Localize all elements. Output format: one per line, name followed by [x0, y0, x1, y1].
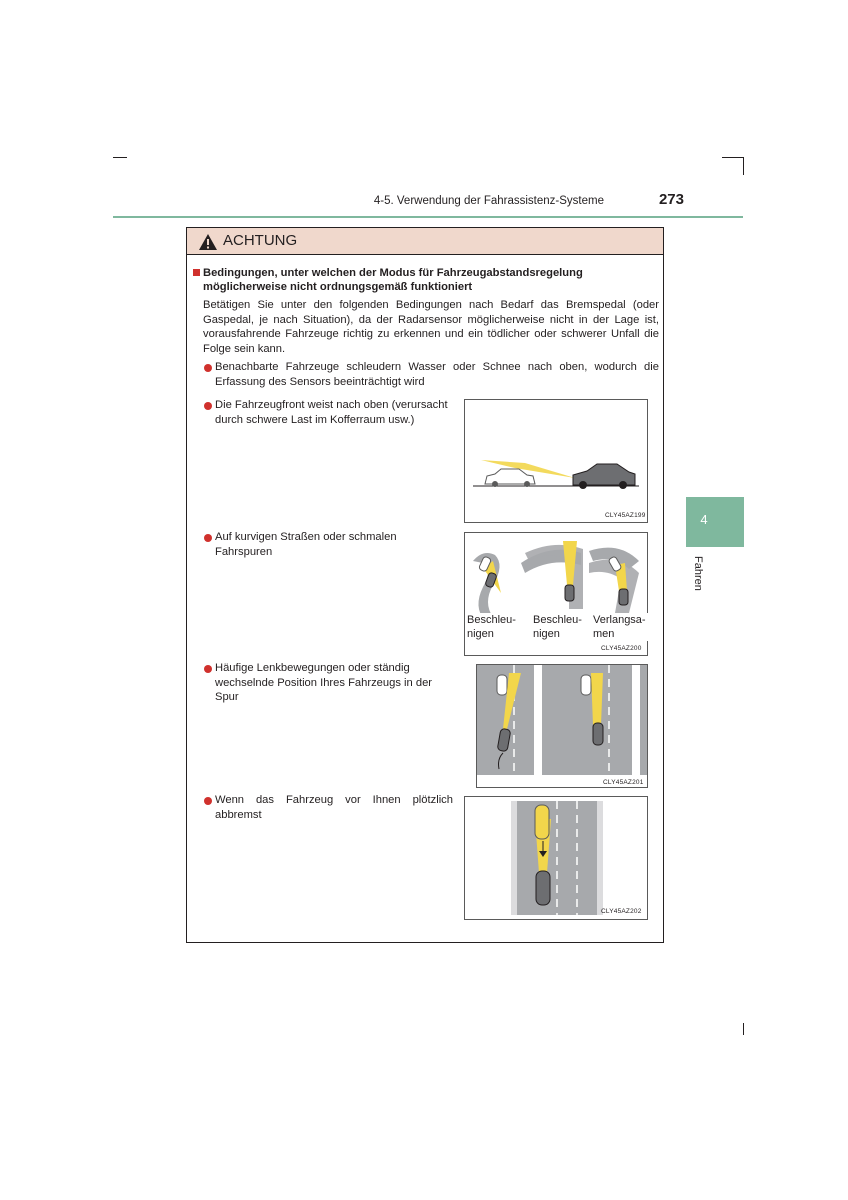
figure-code: CLY45AZ201 — [603, 779, 644, 786]
warning-heading: Bedingungen, unter welchen der Modus für Fahrzeugabstandsregelung möglicherweise nicht ordnungsgemäß funktioniert — [203, 267, 583, 293]
chapter-label: Fahren — [692, 556, 704, 591]
bullet-dot-icon — [204, 797, 212, 805]
bullet-item: Die Fahrzeugfront weist nach oben (verursacht durch schwere Last im Kofferraum usw.) — [215, 399, 448, 426]
crop-mark — [722, 157, 744, 158]
figure-code: CLY45AZ200 — [601, 645, 642, 652]
bullet-dot-icon — [204, 665, 212, 673]
figure-code: CLY45AZ202 — [601, 908, 642, 915]
figure-code: CLY45AZ199 — [605, 512, 646, 519]
bullet-item: Auf kurvigen Straßen oder schmalen Fahrspuren — [215, 531, 397, 558]
crop-mark — [113, 157, 127, 158]
bullet-item: Häufige Lenkbewegungen oder ständig wechselnde Position Ihres Fahrzeugs in der Spur — [215, 662, 433, 703]
bullet-dot-icon — [204, 534, 212, 542]
bullet-dot-icon — [204, 402, 212, 410]
header-rule — [113, 216, 743, 218]
illustration-lane-weaving — [476, 664, 648, 788]
page-number: 273 — [658, 191, 684, 208]
crop-mark — [743, 157, 744, 175]
crop-mark — [743, 1023, 744, 1035]
illustration-sudden-braking — [464, 796, 648, 920]
chapter-number: 4 — [700, 512, 708, 527]
bullet-item: Benachbarte Fahrzeuge schleudern Wasser oder Schnee nach oben, wodurch die Erfassung des Sensors beeinträchtigt wird — [215, 361, 659, 388]
figure-caption: Verlangsa- men — [593, 613, 649, 641]
section-title: 4-5. Verwendung der Fahrassistenz-Systeme — [373, 195, 604, 207]
bullet-item: Wenn das Fahrzeug vor Ihnen plötzlich abbremst — [215, 794, 453, 821]
figure-caption: Beschleu- nigen — [533, 613, 589, 641]
warning-icon — [198, 233, 218, 251]
illustration-car-nose-up — [464, 399, 648, 523]
warning-title: ACHTUNG — [223, 232, 298, 249]
warning-intro: Betätigen Sie unter den folgenden Bedingungen nach Bedarf das Bremspedal (oder Gaspedal, je nach Situation), da der Radarsensor möglicherweise nicht in der Lage ist, vorausfahrende Fahrzeuge richtig zu erkennen und ein tödlicher oder schwerer Unfall die Folge sein kann. — [203, 299, 659, 355]
figure-caption: Beschleu- nigen — [467, 613, 523, 641]
bullet-dot-icon — [204, 364, 212, 372]
heading-square-icon — [193, 269, 200, 276]
